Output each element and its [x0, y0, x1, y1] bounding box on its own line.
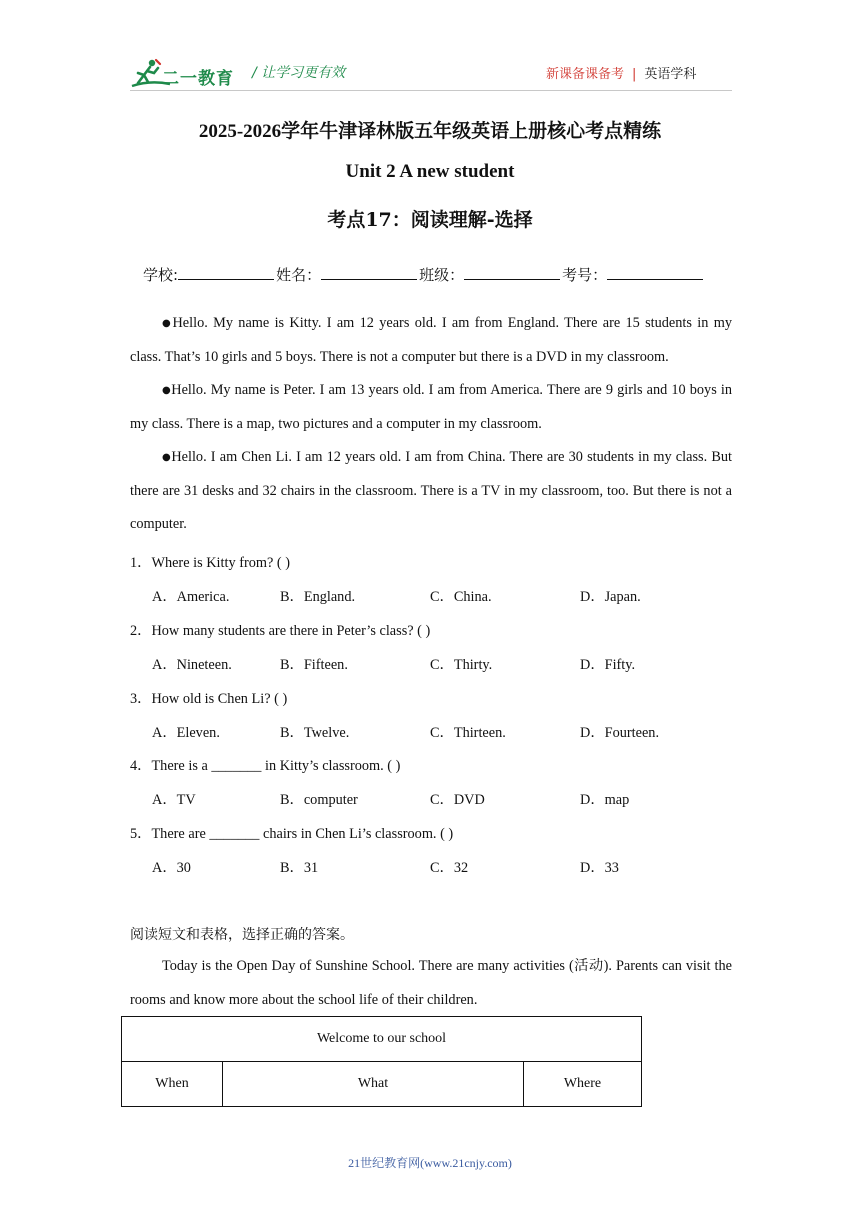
option-a[interactable]: A．America.	[152, 589, 230, 605]
option-d[interactable]: D．map	[580, 792, 630, 808]
section2-intro	[130, 950, 732, 1017]
header-separator: |	[632, 67, 637, 82]
option-d[interactable]: D．33	[580, 860, 619, 876]
option-d[interactable]: D．Fourteen.	[580, 725, 660, 741]
question-1: 1．Where is Kitty from? ( )	[130, 555, 290, 571]
header-subject: 英语学科	[644, 67, 697, 82]
header-divider	[130, 90, 732, 91]
name-label: 姓名：	[276, 266, 322, 284]
section2-instruction: 阅读短文和表格，选择正确的答案。	[130, 927, 354, 943]
header-right	[546, 63, 696, 82]
passage-paragraph	[130, 441, 732, 542]
option-c[interactable]: C．Thirteen.	[430, 725, 506, 741]
option-b[interactable]: B．Twelve.	[280, 725, 350, 741]
table-header-where: Where	[524, 1062, 642, 1107]
option-a[interactable]: A．30	[152, 860, 191, 876]
intro-paragraph: Today is the Open Day of Sunshine School. There are many activities (活动). Parents can visit the rooms and know more about the school life of their children.	[130, 958, 732, 1008]
option-d[interactable]: D．Japan.	[580, 589, 641, 605]
paragraph-text: Hello. My name is Peter. I am 13 years old. I am from America. There are 9 girls and 10 boys in my class. There is a map, two pictures and a computer in my classroom.	[130, 382, 732, 432]
option-a[interactable]: A．Nineteen.	[152, 657, 232, 673]
student-info-line	[143, 264, 705, 285]
name-blank[interactable]	[321, 265, 417, 280]
header-tagline: 新课备课备考	[546, 67, 625, 82]
paragraph-text: Hello. I am Chen Li. I am 12 years old. I am from China. There are 30 students in my class. But there are 31 desks and 32 chairs in the classroom. There is a TV in my classroom, too. But there is not a computer.	[130, 449, 732, 532]
school-blank[interactable]	[178, 265, 274, 280]
bullet-icon: ●	[162, 318, 173, 329]
option-b[interactable]: B．England.	[280, 589, 356, 605]
number-blank[interactable]	[607, 265, 703, 280]
question-3: 3．How old is Chen Li? ( )	[130, 691, 288, 707]
class-label: 班级：	[419, 266, 465, 284]
unit-title: Unit 2 A new student	[345, 161, 515, 182]
topic-title: 考点17：阅读理解-选择	[327, 209, 533, 231]
option-b[interactable]: B．31	[280, 860, 319, 876]
table-title: Welcome to our school	[122, 1017, 642, 1062]
option-a[interactable]: A．TV	[152, 792, 196, 808]
school-label: 学校:	[143, 266, 179, 284]
option-c[interactable]: C．32	[430, 860, 469, 876]
table-header-what: What	[223, 1062, 524, 1107]
activity-table	[121, 1016, 642, 1107]
option-a[interactable]: A．Eleven.	[152, 725, 220, 741]
option-b[interactable]: B．computer	[280, 792, 358, 808]
question-4: 4．There is a _______ in Kitty’s classroom. ( )	[130, 758, 401, 774]
bullet-icon: ●	[162, 452, 172, 463]
passage-paragraph	[130, 307, 732, 374]
paragraph-text: Hello. My name is Kitty. I am 12 years old. I am from England. There are 15 students in my class. That’s 10 girls and 5 boys. There is not a computer but there is a DVD in my classroom.	[130, 315, 732, 365]
option-d[interactable]: D．Fifty.	[580, 657, 636, 673]
option-c[interactable]: C．China.	[430, 589, 492, 605]
table-header-when: When	[122, 1062, 223, 1107]
brand-logo	[130, 56, 242, 92]
option-b[interactable]: B．Fifteen.	[280, 657, 348, 673]
class-blank[interactable]	[464, 265, 560, 280]
logo-text: 二一教育	[162, 69, 234, 89]
bullet-icon: ●	[162, 385, 172, 396]
question-2: 2．How many students are there in Peter’s class? ( )	[130, 623, 431, 639]
reading-passage	[130, 307, 732, 542]
doc-title: 2025-2026学年牛津译林版五年级英语上册核心考点精练	[198, 121, 662, 142]
question-5: 5．There are _______ chairs in Chen Li’s classroom. ( )	[130, 826, 454, 842]
footer-source: 21世纪教育网(www.21cnjy.com)	[348, 1156, 512, 1170]
passage-paragraph	[130, 374, 732, 441]
option-c[interactable]: C．Thirty.	[430, 657, 493, 673]
slogan: / 让学习更有效	[252, 65, 346, 81]
number-label: 考号：	[562, 266, 608, 284]
option-c[interactable]: C．DVD	[430, 792, 485, 808]
